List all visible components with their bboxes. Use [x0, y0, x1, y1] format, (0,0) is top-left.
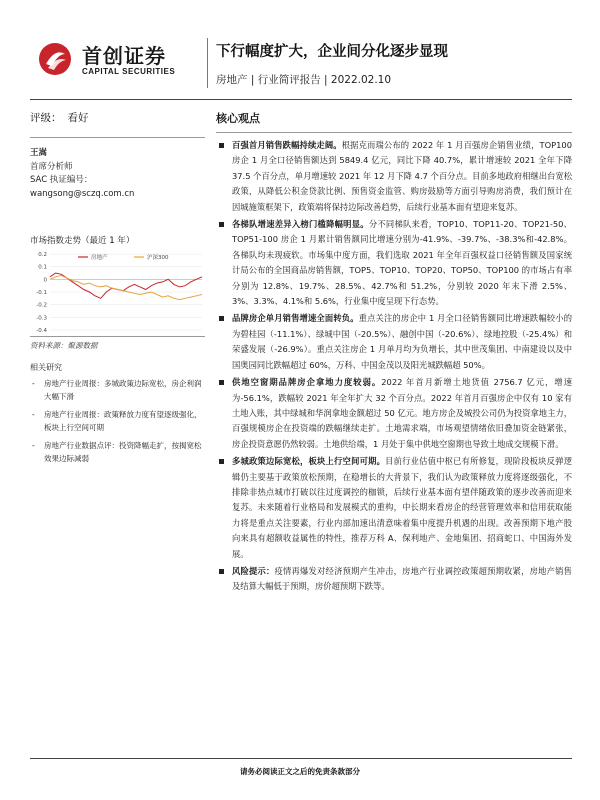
rating-value: 看好	[67, 112, 89, 124]
core-point-text: 根据克而瑞公布的 2022 年 1 月百强房企销售业绩，TOP100 房企 1 月全口径销售额达到 5849.4 亿元，同比下降 40.7%，累计增速较 2021 全年下降 37.5 个百分点，单月增速较 2021 年 12 月下降 4.7 个百分点。目前多地政府相继出台宽松政策，从降低公积金贷款比例、预售资金监管、购房鼓励等方面引导购房消费，我们预计在因城施策框架下，政策端将保持边际改善趋势，后续行业基本面有望迎来复苏。	[232, 140, 572, 212]
related-item[interactable]: - 房地产行业数据点评：投资降幅走扩，按揭宽松效果边际减弱	[30, 440, 205, 465]
core-point-text: 2022 年首月新增土地货值 2756.7 亿元，增速为-56.1%，跌幅较 2021 年全年扩大 32 个百分点。2022 年首月百强房企中仅有 10 家有土地入账，其中绿城和华润拿地金额超过 50 亿元。地方房企及城投公司仍为投资拿地主力，百强规模房企在投资端的跌幅继续走扩。土地需求端，市场观望情绪依旧叠加资金链紧张，房企投资意愿仍然较弱。土地供给端，1 月处于集中供地空窗期也导致土地成交规模下滑。	[232, 377, 572, 449]
core-point-text: 目前行业估值中枢已有所修复，现阶段板块反弹逻辑仍主要基于政策放松预期，在稳增长的大背景下，我们认为政策释放力度将逐级强化，不排除非热点城市打破以往过度调控的枷锁，后续行业基本面有望伴随政策的逐步改善而迎来复苏。未来随着行业格局和发展模式的重构，中长期来看房企的经营管理效率和信用获取能力将是重点关注要素，行业内部加速出清意味着集中度提升机遇的出现。改善预期下地产股向来具有超额收益属性的特性，推荐万科 A、保利地产、金地集团、招商蛇口、中国海外发展。	[232, 456, 572, 559]
y-tick-label: -0.2	[36, 302, 47, 309]
y-tick-label: -0.4	[36, 328, 47, 334]
y-tick-label: -0.1	[36, 290, 47, 296]
core-point-text: 分不同梯队来看，TOP10、TOP11-20、TOP21-50、TOP51-100 房企 1 月累计销售额同比增速分别为-41.9%、-39.7%、-38.3%和-42.8%。各梯队均未现疲软。市场集中度方面，我们选取 2021 年全年百强权益口径销售额及国家统计局公布的全国商品房销售额，TOP5、TOP10、TOP20、TOP50、TOP100 的市场占有率分别为 12.8%、19.7%、28.5%、42.7%和 51.2%，分别较 2020 年末下滑 2.5%、3%、3.3%、4.1%和 5.6%，行业集中度呈现下行态势。	[232, 219, 572, 307]
y-tick-label: 0.2	[38, 252, 47, 258]
logo-mark-icon	[38, 42, 72, 76]
analyst-email[interactable]: wangsong@sczq.com.cn	[30, 188, 135, 199]
core-point	[216, 138, 572, 215]
analyst-info	[30, 147, 134, 201]
related-research-list	[30, 378, 205, 471]
core-point-heading: 多城政策边际宽松，板块上行空间可期。	[232, 456, 386, 467]
core-views-body	[216, 138, 572, 595]
rating	[30, 110, 89, 125]
company-logo	[38, 40, 198, 84]
y-tick-label: 0.1	[38, 264, 47, 271]
core-point-heading: 百强首月销售跌幅持续走阔。	[232, 140, 342, 150]
y-tick-label: 0	[43, 277, 47, 284]
core-point	[216, 454, 572, 562]
rating-label: 评级：	[30, 112, 62, 124]
report-subtitle: 房地产 | 行业简评报告 | 2022.02.10	[216, 74, 392, 86]
index-trend-chart	[30, 248, 205, 334]
core-views-title: 核心观点	[216, 112, 260, 125]
core-point-heading: 供地空窗期品牌房企拿地力度较弱。	[232, 377, 382, 388]
core-point-heading: 各梯队增速差异入榜门槛降幅明显。	[232, 219, 369, 230]
bullet-square-icon	[219, 316, 224, 321]
related-research-title: 相关研究	[30, 363, 62, 372]
core-point-heading: 风险提示：	[232, 565, 275, 576]
core-point	[216, 375, 572, 452]
header-divider	[207, 38, 208, 88]
bullet-square-icon	[219, 380, 224, 385]
logo-en-text: CAPITAL SECURITIES	[82, 67, 176, 76]
related-item[interactable]: - 房地产行业周报：政策释放力度有望逐级强化，板块上行空间可期	[30, 409, 205, 434]
core-point-heading: 品牌房企单月销售增速全面转负。	[232, 313, 359, 324]
core-point	[216, 311, 572, 373]
core-point	[216, 217, 572, 309]
analyst-role: 首席分析师	[30, 161, 73, 172]
bullet-square-icon	[219, 569, 224, 574]
core-point-text: 重点关注的房企中 1 月全口径销售额同比增速跌幅较小的为碧桂园（-11.1%）、绿城中国（-20.5%）、融创中国（-20.6%）、绿地控股（-25.4%）和荣盛发展（-26.9%）。重点关注房企 1 月单月均为负增长，其中世茂集团、中南建设以及中国奥园同比跌幅超过 60%，万科、中国金茂以及阳光城跌幅超 50%。	[232, 313, 572, 370]
logo-cn-text: 首创证券	[82, 44, 166, 68]
bullet-square-icon	[219, 143, 224, 148]
bullet-square-icon	[219, 222, 224, 227]
analyst-cert: SAC 执证编号：	[30, 175, 93, 185]
related-item[interactable]: - 房地产行业周报：多城政策边际宽松，房企利润大幅下滑	[30, 378, 205, 403]
legend-label: 沪深300	[147, 255, 169, 261]
y-tick-label: -0.3	[36, 315, 47, 322]
report-title: 下行幅度扩大，企业间分化逐步显现	[216, 44, 448, 60]
core-point-text: 疫情再爆发对经济预期产生冲击，房地产行业调控政策超预期收紧，房地产销售及结算大幅低于预期，房价超预期下跌等。	[232, 565, 572, 592]
chart-source: 资料来源：聚源数据	[30, 341, 98, 350]
legend-label: 房地产	[91, 255, 108, 261]
source-rule	[30, 336, 205, 337]
chart-title: 市场指数走势（最近 1 年）	[30, 236, 135, 246]
core-rule	[216, 132, 572, 133]
footer-rule	[30, 758, 572, 759]
rating-rule	[30, 137, 205, 138]
report-header	[0, 0, 600, 112]
disclaimer-footer: 请务必阅读正文之后的免责条款部分	[240, 767, 360, 776]
core-point	[216, 564, 572, 595]
header-rule	[30, 99, 572, 100]
bullet-square-icon	[219, 459, 224, 464]
analyst-name: 王嵩	[30, 148, 48, 158]
series-line-0	[50, 273, 202, 298]
